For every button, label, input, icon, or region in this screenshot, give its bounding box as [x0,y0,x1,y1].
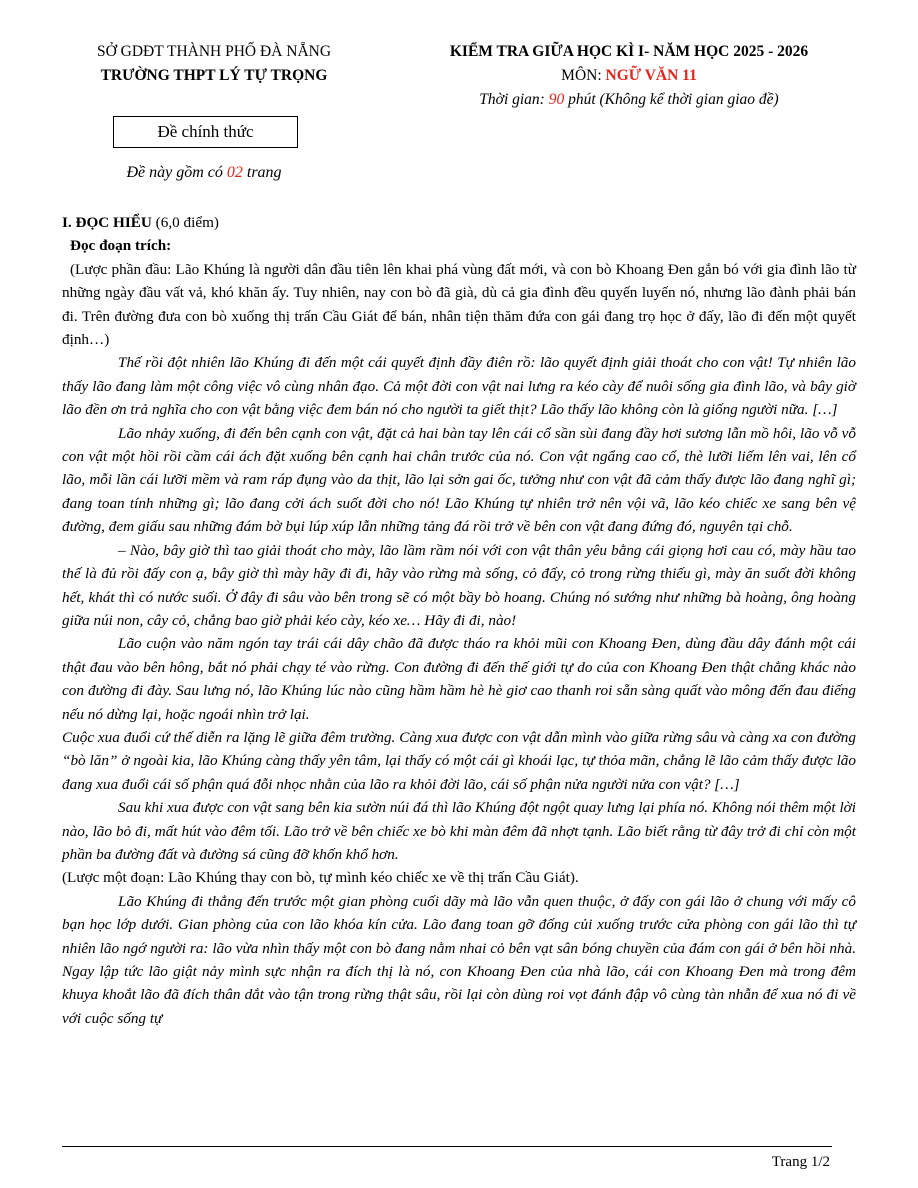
summary-start: (Lược phần đầu: Lão Khúng là người dân đầu tiên lên khai phá vùng đất mới, và con bò Khoang Đen gắn bó với gia đình lão từ những ngày đầu vất vả, khó khăn ấy. Tuy nhiên, nay con bò đã già, dù cả gia đình đều quyến luyến nó, nhưng lão đành phải bán đi. Trên đường đưa con bò xuống thị trấn Cầu Giát để bán, nhân tiện thăm đứa con gái đang trọ học ở đấy, lão đi đến một quyết định…) [62,260,856,349]
subject-name: NGỮ VĂN 11 [605,67,697,84]
passage-paragraph-2: Lão nhảy xuống, đi đến bên cạnh con vật, đặt cả hai bàn tay lên cái cổ sần sùi đang đầy hơi sương lẫn mồ hôi, lão vỗ vỗ con vật một hồi rồi cầm cái ách đặt xuống bên cạnh hai chân trước của nó. Con vật ngẩng cao cổ, thè lưỡi liếm lên vai, lên cổ lão, mỗi lần cái lưỡi mềm và ram ráp đụng vào da thịt, lão lại sởn gai ốc, tưởng như con vật đã cảm thấy được lão đang nghĩ gì; đang toan tính những gì; lão đang cởi ách suốt đời cho nó! Lão Khúng tự nhiên trở nên vội vã, lão kéo chiếc xe sang bên vệ đường, đem giấu sau những đám bờ bụi lúp xúp lẫn những tảng đá rồi trở về bên con vật đang đứng đó, nguyên tại chỗ. [62,424,856,536]
footer-divider [62,1146,832,1147]
subject-line [398,64,860,88]
passage-paragraph-3: – Nào, bây giờ thì tao giải thoát cho mày, lão lầm rầm nói với con vật thân yêu bằng cái giọng hơi cau có, mày hầu tao thế là đủ rồi đấy con ạ, bây giờ thì mày hãy đi đi, hãy vào rừng mà sống, cỏ đấy, cỏ trong rừng thiếu gì, mày ăn suốt đời không hết, khát thì có nước suối. Ở đây đi sâu vào bên trong sẽ có một bầy bò hoang. Chúng nó sướng như những bà hoàng, ông hoàng giữa núi non, cây cỏ, chẳng bao giờ phải kéo cày, kéo xe… Hãy đi đi, nào! [62,541,856,629]
time-prefix: Thời gian: [479,91,549,108]
read-label: Đọc đoạn trích: [70,237,172,255]
time-minutes: 90 [548,91,565,108]
pages-prefix: Đề này gồm có [126,164,227,181]
pages-suffix: trang [242,164,282,181]
subject-label: MÔN: [561,67,606,84]
section-title: I. ĐỌC HIỂU [62,214,152,231]
time-line [398,88,860,112]
page-number: Trang 1/2 [771,1154,830,1170]
exam-title: KIỂM TRA GIỮA HỌC KÌ I- NĂM HỌC 2025 - 2026 [449,43,809,60]
time-suffix: phút (Không kể thời gian giao đề) [564,91,779,108]
pages-count: 02 [226,164,243,181]
exam-body [62,211,856,1030]
page-count-note [62,161,346,185]
passage-paragraph-5: Cuộc xua đuổi cứ thế diễn ra lặng lẽ giữa đêm trường. Càng xua được con vật dẫn mình vào giữa rừng sâu và càng xa con đường “bò lăn” ở ngoài kia, lão Khúng càng thấy yên tâm, lại thấy có một cái gì khoái lạc, tự thỏa mãn, chẳng lẽ lão cảm thấy được lão đang xua đuổi cái số phận quá đỗi nhọc nhằn của lão ra khỏi đời lão, cái số phận nửa người nửa con vật? […] [62,728,856,793]
passage-paragraph-1: Thế rồi đột nhiên lão Khúng đi đến một cái quyết định đầy điên rồ: lão quyết định giải thoát cho con vật! Tự nhiên lão thấy lão đang làm một công việc vô cùng nhân đạo. Cả một đời con vật nai lưng ra kéo cày để nuôi sống gia đình lão, và bây giờ lão đền ơn trả nghĩa cho con vật bằng việc đem bán nó cho người ta giết thịt? Lão thấy lão không còn là giống người nữa. […] [62,354,856,419]
header-left [62,40,366,88]
official-exam-box: Đề chính thức [113,116,298,148]
section-points: (6,0 điểm) [151,214,219,231]
header-right [398,40,860,112]
passage-paragraph-4: Lão cuộn vào năm ngón tay trái cái dây chão đã được tháo ra khỏi mũi con Khoang Đen, dùng đầu dây đánh một cái thật đau vào bên hông, bắt nó phải chạy té vào rừng. Con đường đi đến thế giới tự do của con Khoang Đen thật chẳng khác nào con đường đi đày. Sau lưng nó, lão Khúng lúc nào cũng hầm hầm hè hè giơ cao thanh roi sẵn sàng quất vào mông đến đau điếng nếu nó dừng lại, hoặc ngoái nhìn trở lại. [62,635,856,723]
summary-middle: (Lược một đoạn: Lão Khúng thay con bò, tự mình kéo chiếc xe về thị trấn Cầu Giát). [62,869,579,887]
department-name: SỞ GDĐT THÀNH PHỐ ĐÀ NẴNG [96,43,332,60]
passage-paragraph-6: Sau khi xua được con vật sang bên kia sườn núi đá thì lão Khúng đột ngột quay lưng lại phía nó. Không nói thêm một lời nào, lão bỏ đi, mất hút vào đêm tối. Lão trở về bên chiếc xe bò khi màn đêm đã nhợt tạnh. Lão biết rằng từ đây trở đi chỉ còn một phần ba đường đất và đường sá cũng đỡ khốn khổ hơn. [62,799,856,863]
school-name: TRƯỜNG THPT LÝ TỰ TRỌNG [100,67,328,84]
passage-paragraph-7: Lão Khúng đi thẳng đến trước một gian phòng cuối dãy mà lão vẫn quen thuộc, ở đấy con gái lão ở chung với mấy cô bạn học lớp dưới. Gian phòng của con lão khóa kín cửa. Lão đang toan gỡ đống củi xuống trước cửa phòng con gái lão thì tự nhiên lão ngớ người ra: lão vừa nhìn thấy một con bò đang nằm nhai cỏ bên vạt sân bóng chuyền của đám con gái ở bên hồi nhà. Ngay lập tức lão giật nảy mình sực nhận ra đích thị là nó, con Khoang Đen của nhà lão, cái con Khoang Đen mà trong đêm khuya khoắt lão đã đích thân dắt vào tận trong rừng thật sâu, rồi lại còn dùng roi vọt đánh đập vô cùng tàn nhẫn để xua nó đi về với cuộc sống tự [62,892,856,1027]
section-heading [62,211,856,234]
